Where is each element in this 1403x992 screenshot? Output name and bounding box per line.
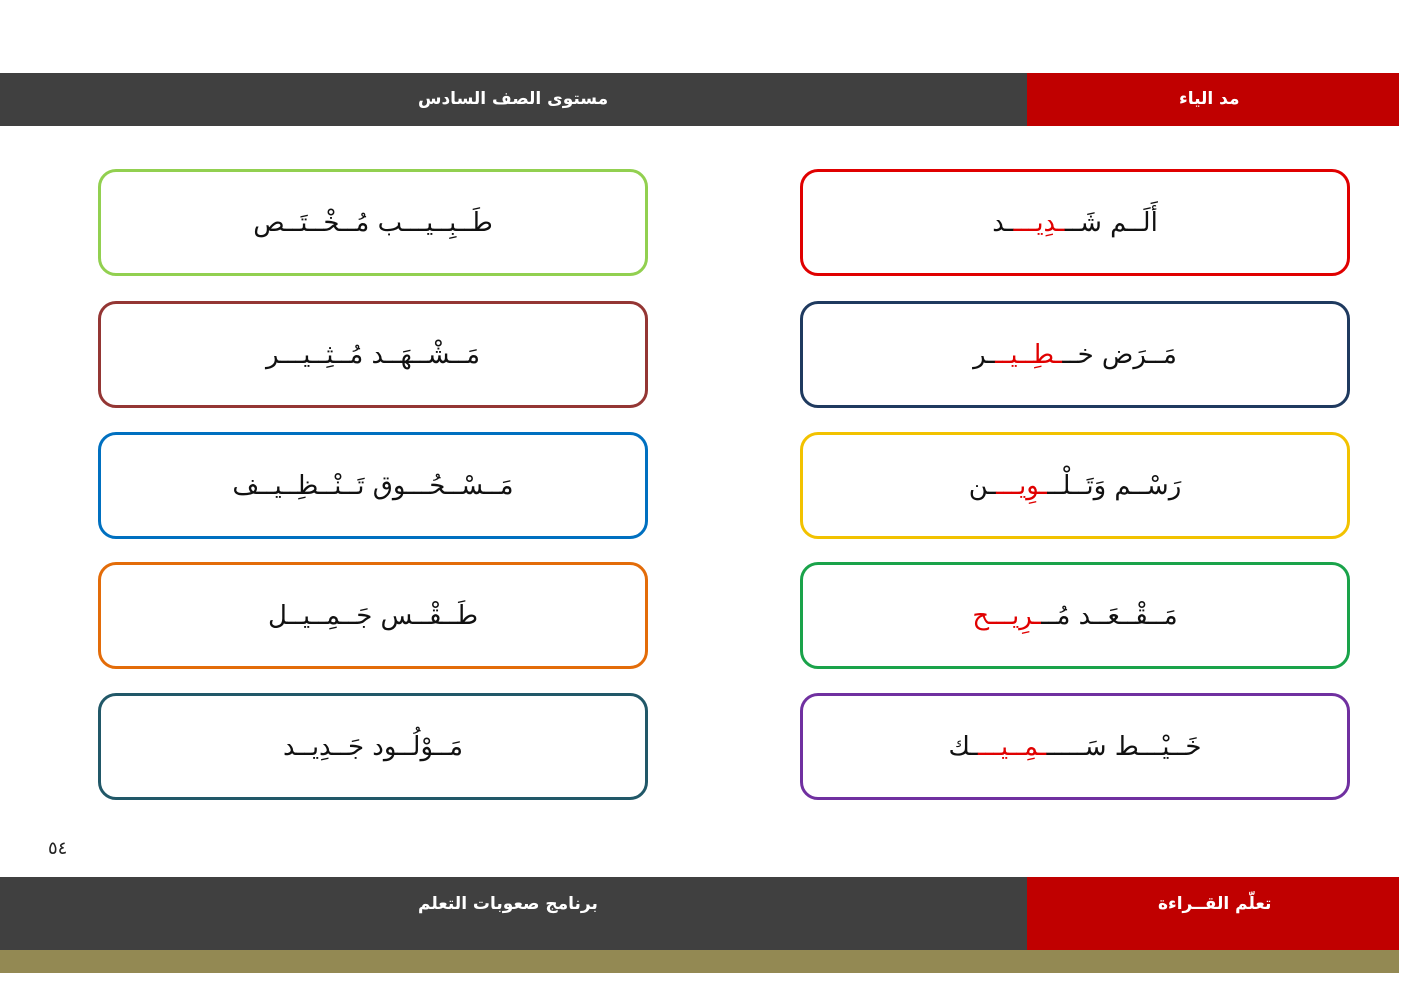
lesson-title: مد الياء xyxy=(1179,89,1240,109)
header-dark-section xyxy=(0,73,1027,126)
word-card-right-5 xyxy=(800,693,1350,800)
word-phrase: مَــوْلُــود جَــدِيــد xyxy=(282,731,464,762)
header-red-section xyxy=(1027,73,1399,126)
word-card-right-2 xyxy=(800,301,1350,408)
word-phrase: طَــبِــيـــب مُــخْــتَــص xyxy=(253,207,493,238)
book-title: تعلّم القــراءة xyxy=(1158,894,1272,914)
footer-red-section xyxy=(1027,877,1399,950)
word-phrase: مَــقْــعَــد مُـــرِيـــح xyxy=(972,600,1178,631)
program-label: برنامج صعوبات التعلم xyxy=(418,894,598,914)
word-card-right-4 xyxy=(800,562,1350,669)
word-phrase: طَــقْــس جَــمِــيــل xyxy=(267,600,479,631)
level-label: مستوى الصف السادس xyxy=(418,89,609,109)
word-card-right-3 xyxy=(800,432,1350,539)
footer-dark-section xyxy=(0,877,1027,950)
page-number: ٥٤ xyxy=(48,838,68,859)
word-phrase: أَلَــم شَـــدِيــــد xyxy=(992,207,1158,238)
word-phrase: مَــرَض خـــطِــيـــر xyxy=(973,339,1177,370)
word-phrase: خَــيْـــط سَــــــمِــيــــك xyxy=(948,731,1202,762)
word-card-right-1 xyxy=(800,169,1350,276)
word-card-left-4 xyxy=(98,562,648,669)
word-card-left-3 xyxy=(98,432,648,539)
header-bar xyxy=(0,73,1399,126)
word-card-left-2 xyxy=(98,301,648,408)
word-card-left-5 xyxy=(98,693,648,800)
word-card-left-1 xyxy=(98,169,648,276)
footer-bar xyxy=(0,877,1399,950)
word-phrase: مَــشْــهَــد مُــثِــيـــر xyxy=(265,339,480,370)
footer-olive-strip xyxy=(0,950,1399,973)
word-phrase: رَسْــم وَتَــلْـــوِيــــن xyxy=(968,470,1182,501)
word-phrase: مَــسْــحُـــوق تَــنْــظِــيــف xyxy=(232,470,514,501)
